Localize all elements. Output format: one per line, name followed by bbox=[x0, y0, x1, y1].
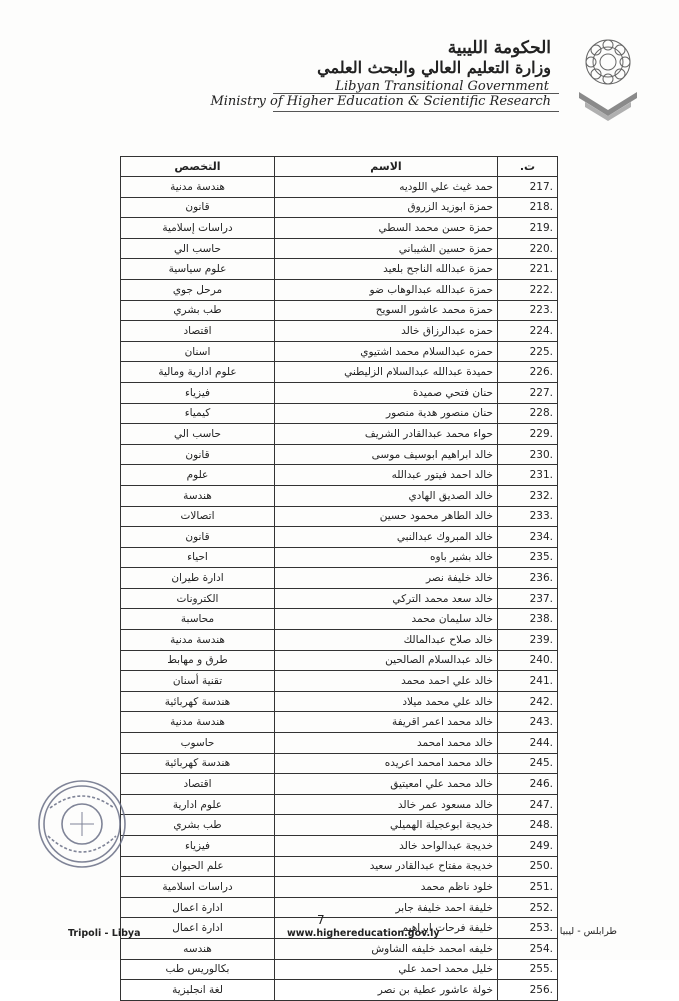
row-number: 237. bbox=[498, 588, 558, 609]
row-number: 228. bbox=[498, 403, 558, 424]
table-row bbox=[121, 877, 558, 898]
row-number: 225. bbox=[498, 341, 558, 362]
row-number: 224. bbox=[498, 321, 558, 342]
row-number: 254. bbox=[498, 938, 558, 959]
row-specialization: اتصالات bbox=[121, 506, 275, 527]
header-english-government: Libyan Transitional Government bbox=[335, 79, 549, 94]
table-row bbox=[121, 300, 558, 321]
table-row bbox=[121, 238, 558, 259]
row-name: خالد بشير باوه bbox=[275, 547, 498, 568]
column-header-number: ت. bbox=[498, 157, 558, 177]
table-row bbox=[121, 177, 558, 198]
table-row bbox=[121, 630, 558, 651]
table-row bbox=[121, 362, 558, 383]
row-number: 229. bbox=[498, 424, 558, 445]
row-number: 234. bbox=[498, 527, 558, 548]
row-number: 252. bbox=[498, 897, 558, 918]
row-number: 239. bbox=[498, 630, 558, 651]
header-arabic-government: الحكومة الليبية bbox=[447, 38, 551, 58]
row-specialization: ادارة اعمال bbox=[121, 897, 275, 918]
row-number: 255. bbox=[498, 959, 558, 980]
row-name: حمزة عبدالله عبدالوهاب ضو bbox=[275, 279, 498, 300]
row-name: خالد محمد امحمد bbox=[275, 733, 498, 754]
row-number: 246. bbox=[498, 774, 558, 795]
row-name: خالد محمد علي امعيتيق bbox=[275, 774, 498, 795]
row-number: 238. bbox=[498, 609, 558, 630]
table-row bbox=[121, 465, 558, 486]
row-specialization: تقنية أسنان bbox=[121, 671, 275, 692]
row-specialization: طرق و مهابط bbox=[121, 650, 275, 671]
table-row bbox=[121, 980, 558, 1001]
row-name: حواء محمد عبدالقادر الشريف bbox=[275, 424, 498, 445]
row-specialization: بكالوريس طب bbox=[121, 959, 275, 980]
row-specialization: قانون bbox=[121, 527, 275, 548]
table-row bbox=[121, 568, 558, 589]
row-specialization: مرحل جوي bbox=[121, 279, 275, 300]
row-specialization: ادارة اعمال bbox=[121, 918, 275, 939]
row-number: 256. bbox=[498, 980, 558, 1001]
row-specialization: علوم ادارية ومالية bbox=[121, 362, 275, 383]
row-specialization: ادارة طيران bbox=[121, 568, 275, 589]
row-specialization: علوم ادارية bbox=[121, 794, 275, 815]
row-specialization: هندسة مدنية bbox=[121, 177, 275, 198]
row-specialization: هندسة كهربائية bbox=[121, 753, 275, 774]
table-row bbox=[121, 938, 558, 959]
footer-city-english: Tripoli - Libya bbox=[68, 928, 141, 939]
row-specialization: حاسب الي bbox=[121, 238, 275, 259]
row-name: خلود ناظم محمد bbox=[275, 877, 498, 898]
table-row bbox=[121, 259, 558, 280]
table-row bbox=[121, 341, 558, 362]
column-header-name: الاسم bbox=[275, 157, 498, 177]
row-number: 222. bbox=[498, 279, 558, 300]
row-number: 219. bbox=[498, 218, 558, 239]
row-specialization: كيمياء bbox=[121, 403, 275, 424]
row-specialization: علم الحيوان bbox=[121, 856, 275, 877]
row-specialization: دراسات إسلامية bbox=[121, 218, 275, 239]
row-name: خالد صلاح عبدالمالك bbox=[275, 630, 498, 651]
table-row bbox=[121, 403, 558, 424]
row-number: 240. bbox=[498, 650, 558, 671]
row-name: خديجة مفتاح عبدالقادر سعيد bbox=[275, 856, 498, 877]
table-row bbox=[121, 733, 558, 754]
row-specialization: طب بشري bbox=[121, 300, 275, 321]
row-number: 217. bbox=[498, 177, 558, 198]
row-name: خالد احمد فيتور عبدالله bbox=[275, 465, 498, 486]
table-row bbox=[121, 444, 558, 465]
row-name: خالد مسعود عمر خالد bbox=[275, 794, 498, 815]
row-number: 241. bbox=[498, 671, 558, 692]
table-row bbox=[121, 485, 558, 506]
table-row bbox=[121, 650, 558, 671]
row-number: 236. bbox=[498, 568, 558, 589]
row-number: 230. bbox=[498, 444, 558, 465]
row-number: 232. bbox=[498, 485, 558, 506]
row-number: 233. bbox=[498, 506, 558, 527]
table-body bbox=[121, 177, 558, 1001]
table-row bbox=[121, 382, 558, 403]
row-number: 249. bbox=[498, 836, 558, 857]
table-row bbox=[121, 856, 558, 877]
table-row bbox=[121, 959, 558, 980]
ministry-emblem-icon bbox=[577, 36, 639, 128]
row-specialization: حاسوب bbox=[121, 733, 275, 754]
row-specialization: طب بشري bbox=[121, 815, 275, 836]
table-row bbox=[121, 609, 558, 630]
row-number: 243. bbox=[498, 712, 558, 733]
row-specialization: فيزياء bbox=[121, 382, 275, 403]
row-name: خالد خليفة نصر bbox=[275, 568, 498, 589]
row-name: خليفة احمد خليفة جابر bbox=[275, 897, 498, 918]
row-name: حنان منصور هدية منصور bbox=[275, 403, 498, 424]
row-number: 220. bbox=[498, 238, 558, 259]
row-name: خالد علي محمد ميلاد bbox=[275, 691, 498, 712]
table-row bbox=[121, 712, 558, 733]
table-row bbox=[121, 836, 558, 857]
table-row bbox=[121, 279, 558, 300]
row-specialization: لغة انجليزية bbox=[121, 980, 275, 1001]
row-name: حمزة محمد عاشور السويح bbox=[275, 300, 498, 321]
row-number: 244. bbox=[498, 733, 558, 754]
row-name: خالد عبدالسلام الصالحين bbox=[275, 650, 498, 671]
row-name: حمزة عبدالله الناجح بلعيد bbox=[275, 259, 498, 280]
row-number: 218. bbox=[498, 197, 558, 218]
table-row bbox=[121, 321, 558, 342]
row-name: خالد ابراهيم ابوسيف موسى bbox=[275, 444, 498, 465]
row-name: حمد غيث علي اللوديه bbox=[275, 177, 498, 198]
row-name: خليفة فرحات ابراهيم bbox=[275, 918, 498, 939]
row-name: حمزه عبدالسلام محمد اشتيوي bbox=[275, 341, 498, 362]
row-number: 245. bbox=[498, 753, 558, 774]
row-specialization: قانون bbox=[121, 444, 275, 465]
table-row bbox=[121, 691, 558, 712]
row-specialization: هندسه bbox=[121, 938, 275, 959]
page-number: 7 bbox=[317, 913, 325, 927]
row-specialization: هندسة مدنية bbox=[121, 712, 275, 733]
header-rule-bottom bbox=[273, 111, 559, 112]
row-number: 235. bbox=[498, 547, 558, 568]
table-row bbox=[121, 547, 558, 568]
table-row bbox=[121, 197, 558, 218]
row-specialization: دراسات اسلامية bbox=[121, 877, 275, 898]
table-row bbox=[121, 218, 558, 239]
column-header-specialization: التخصص bbox=[121, 157, 275, 177]
table-row bbox=[121, 527, 558, 548]
row-name: خليل محمد احمد علي bbox=[275, 959, 498, 980]
row-number: 242. bbox=[498, 691, 558, 712]
row-specialization: فيزياء bbox=[121, 836, 275, 857]
row-name: خديجة عبدالواحد خالد bbox=[275, 836, 498, 857]
row-name: خالد محمد اعمر اقريفة bbox=[275, 712, 498, 733]
footer-city-arabic: طرابلس - ليبيا bbox=[559, 926, 617, 937]
table-header-row bbox=[121, 157, 558, 177]
row-name: حنان فتحي صميدة bbox=[275, 382, 498, 403]
row-name: حمزة حسين الشيباني bbox=[275, 238, 498, 259]
row-specialization: اقتصاد bbox=[121, 774, 275, 795]
row-name: خالد الطاهر محمود حسين bbox=[275, 506, 498, 527]
row-name: حمزة حسن محمد السطي bbox=[275, 218, 498, 239]
names-table bbox=[120, 156, 558, 1001]
row-specialization: علوم bbox=[121, 465, 275, 486]
row-number: 248. bbox=[498, 815, 558, 836]
table-row bbox=[121, 897, 558, 918]
row-name: خليفه امحمد خليفه الشاوش bbox=[275, 938, 498, 959]
table-row bbox=[121, 671, 558, 692]
row-name: حمزه عبدالرزاق خالد bbox=[275, 321, 498, 342]
row-number: 227. bbox=[498, 382, 558, 403]
row-name: خالد محمد امحمد اعريده bbox=[275, 753, 498, 774]
row-specialization: اقتصاد bbox=[121, 321, 275, 342]
header-arabic-ministry: وزارة التعليم العالي والبحث العلمي bbox=[317, 58, 551, 77]
row-name: خالد سعد محمد التركي bbox=[275, 588, 498, 609]
row-specialization: اسنان bbox=[121, 341, 275, 362]
row-number: 226. bbox=[498, 362, 558, 383]
row-number: 253. bbox=[498, 918, 558, 939]
row-specialization: علوم سياسية bbox=[121, 259, 275, 280]
row-number: 223. bbox=[498, 300, 558, 321]
row-number: 250. bbox=[498, 856, 558, 877]
table-row bbox=[121, 588, 558, 609]
row-specialization: هندسة كهربائية bbox=[121, 691, 275, 712]
row-number: 251. bbox=[498, 877, 558, 898]
row-specialization: قانون bbox=[121, 197, 275, 218]
row-specialization: هندسة مدنية bbox=[121, 630, 275, 651]
row-specialization: هندسة bbox=[121, 485, 275, 506]
table-row bbox=[121, 815, 558, 836]
table-row bbox=[121, 753, 558, 774]
table-row bbox=[121, 424, 558, 445]
row-name: خالد علي احمد محمد bbox=[275, 671, 498, 692]
row-name: خديجة ابوعجيلة الهميلي bbox=[275, 815, 498, 836]
row-name: حميدة عبدالله عبدالسلام الزليطني bbox=[275, 362, 498, 383]
row-number: 221. bbox=[498, 259, 558, 280]
row-specialization: احياء bbox=[121, 547, 275, 568]
row-specialization: حاسب الي bbox=[121, 424, 275, 445]
footer-website-link[interactable]: www.highereducation.gov.ly bbox=[287, 928, 440, 939]
row-name: خولة عاشور عطية بن نصر bbox=[275, 980, 498, 1001]
row-name: حمزة ابوزيد الزروق bbox=[275, 197, 498, 218]
header-english-ministry: Ministry of Higher Education & Scientific Research bbox=[210, 94, 551, 109]
row-number: 247. bbox=[498, 794, 558, 815]
row-specialization: محاسبة bbox=[121, 609, 275, 630]
table-row bbox=[121, 506, 558, 527]
row-specialization: الكترونات bbox=[121, 588, 275, 609]
table-row bbox=[121, 794, 558, 815]
row-number: 231. bbox=[498, 465, 558, 486]
table-row bbox=[121, 774, 558, 795]
row-name: خالد المبروك عبدالنبي bbox=[275, 527, 498, 548]
row-name: خالد الصديق الهادي bbox=[275, 485, 498, 506]
row-name: خالد سليمان محمد bbox=[275, 609, 498, 630]
official-seal-stamp bbox=[36, 778, 128, 870]
